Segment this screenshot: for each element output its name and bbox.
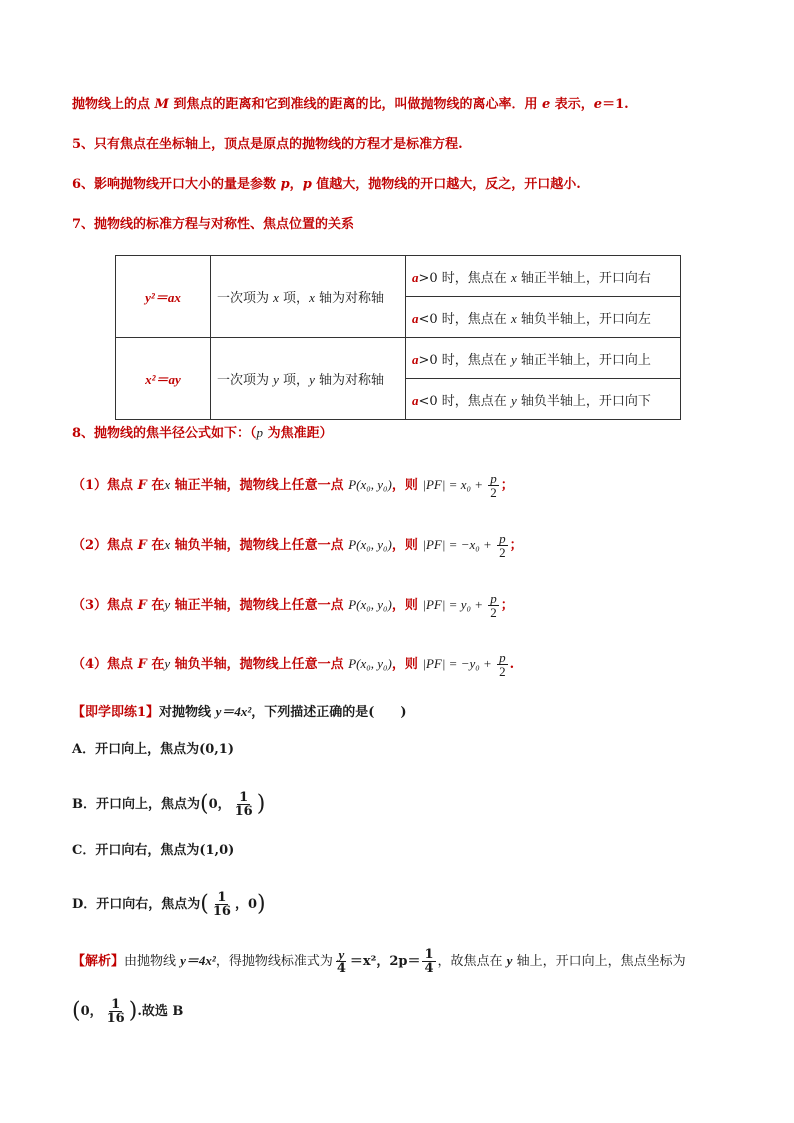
axis-description-cell: 一次项为 x 项，x 轴为对称轴 [211, 256, 406, 338]
point-8: 8、抛物线的焦半径公式如下：（p 为焦准距） [72, 425, 333, 441]
equation-cell: y²＝ax [116, 256, 211, 338]
case-cell: a<0 时，焦点在 y 轴负半轴上，开口向下 [406, 379, 681, 420]
point-6: 6、影响抛物线开口大小的量是参数 p，p 值越大，抛物线的开口越大，反之，开口越小. [72, 177, 581, 192]
fraction: $\frac{1}{4}$ [424, 947, 434, 976]
point-7: 7、抛物线的标准方程与对称性、焦点位置的关系 [72, 217, 355, 232]
exercise-question: 【即学即练1】对抛物线 y＝4x²，下列描述正确的是( ) [72, 704, 407, 720]
fraction: $\frac{p}{2}$ [490, 591, 497, 620]
option-c[interactable]: C．开口向右，焦点为(1,0) [72, 843, 235, 858]
equation-cell: x²＝ay [116, 338, 211, 420]
fraction: $\frac{y}{4}$ [336, 947, 346, 976]
case-cell: a>0 时，焦点在 x 轴正半轴上，开口向右 [406, 256, 681, 297]
fraction: $\frac{1}{16}$ [212, 890, 231, 919]
option-a[interactable]: A．开口向上，焦点为(0,1) [72, 742, 235, 757]
eccentricity-line: 抛物线上的点 M 到焦点的距离和它到准线的距离的比，叫做抛物线的离心率．用 e 表示，e＝1. [72, 97, 629, 112]
fraction: $\frac{1}{16}$ [106, 997, 125, 1026]
focal-radius-formula-3: （3）焦点 F 在y 轴正半轴，抛物线上任意一点 P(x₀, y₀)，则 |PF| = y₀ + $\frac{p}{2}$ ； [72, 591, 514, 620]
focal-radius-formula-2: （2）焦点 F 在x 轴负半轴，抛物线上任意一点 P(x₀, y₀)，则 |PF| = −x₀ + $\frac{p}{2}$ ； [72, 531, 523, 560]
analysis-line-1: 【解析】由抛物线 y＝4x²，得抛物线标准式为 $\frac{y}{4}$ ＝x²，2p＝ $\frac{1}{4}$ ，故焦点在 y 轴上，开口向上，焦点坐标为 [72, 947, 686, 976]
focal-radius-formula-1: （1）焦点 F 在x 轴正半轴，抛物线上任意一点 P(x₀, y₀)，则 |PF| = x₀ + $\frac{p}{2}$ ； [72, 471, 514, 500]
table-row [116, 256, 681, 297]
option-b[interactable]: B．开口向上，焦点为(0， $\frac{1}{16}$ ) [72, 790, 266, 819]
axis-description-cell: 一次项为 y 项，y 轴为对称轴 [211, 338, 406, 420]
focal-radius-formula-4: （4）焦点 F 在y 轴负半轴，抛物线上任意一点 P(x₀, y₀)，则 |PF| = −y₀ + $\frac{p}{2}$ . [72, 650, 515, 679]
case-cell: a<0 时，焦点在 x 轴负半轴上，开口向左 [406, 297, 681, 338]
table-row [116, 338, 681, 379]
fraction: $\frac{p}{2}$ [499, 650, 506, 679]
analysis-line-2: (0， $\frac{1}{16}$ ).故选 B [72, 997, 184, 1026]
point-5: 5、只有焦点在坐标轴上，顶点是原点的抛物线的方程才是标准方程. [72, 137, 463, 152]
case-cell: a>0 时，焦点在 y 轴正半轴上，开口向上 [406, 338, 681, 379]
fraction: $\frac{p}{2}$ [490, 471, 497, 500]
fraction: $\frac{1}{16}$ [234, 790, 253, 819]
standard-equation-table [115, 255, 681, 420]
option-d[interactable]: D．开口向右，焦点为( $\frac{1}{16}$ ，0) [72, 890, 266, 919]
fraction: $\frac{p}{2}$ [499, 531, 506, 560]
